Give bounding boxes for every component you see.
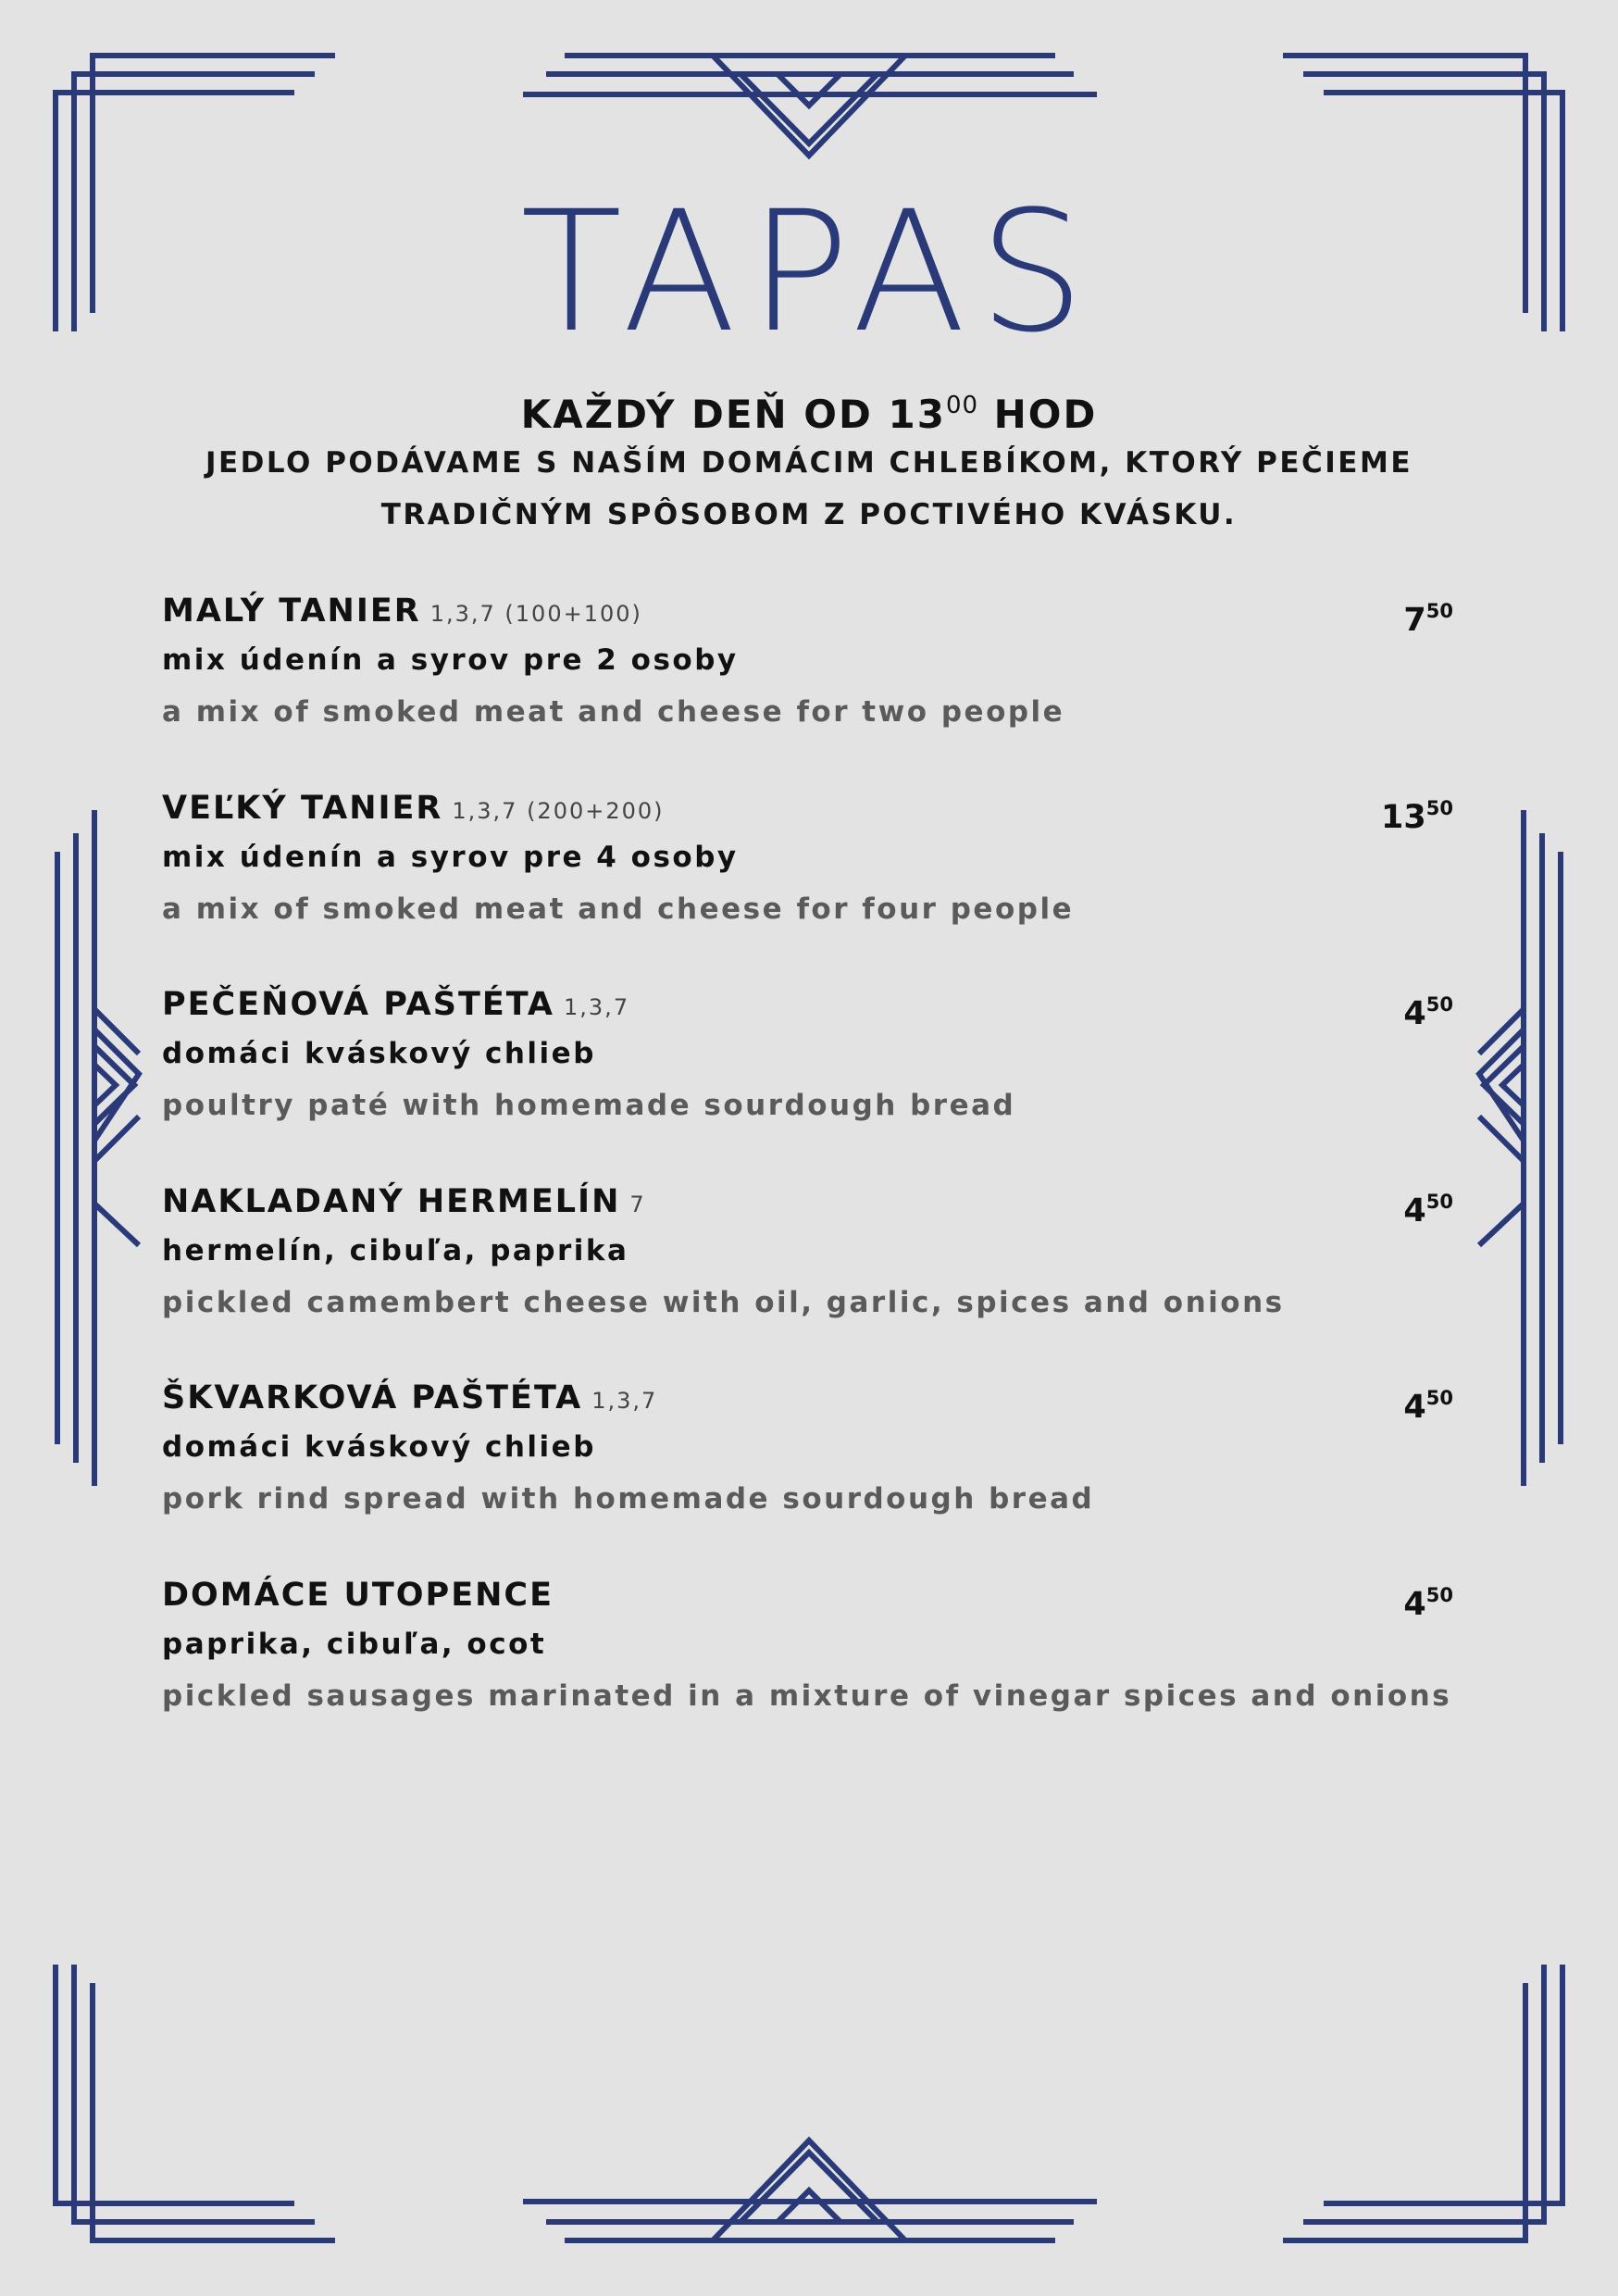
intro-line-2: TRADIČNÝM SPÔSOBOM Z POCTIVÉHO KVÁSKU. bbox=[380, 498, 1238, 531]
item-description-en: pork rind spread with homemade sourdough bread bbox=[162, 1482, 1095, 1516]
item-name: DOMÁCE UTOPENCE bbox=[162, 1576, 554, 1614]
item-description-sk: domáci kváskový chlieb bbox=[162, 1430, 596, 1464]
item-description-en: pickled camembert cheese with oil, garlic, spices and onions bbox=[162, 1285, 1285, 1319]
item-allergens: 1,3,7 bbox=[564, 994, 630, 1020]
item-description-sk: domáci kváskový chlieb bbox=[162, 1037, 596, 1070]
item-price bbox=[1403, 583, 1453, 648]
corner-ornament-bottom-right bbox=[1283, 1965, 1562, 2240]
item-description-sk: mix údenín a syrov pre 4 osoby bbox=[162, 840, 739, 874]
left-side-ornament bbox=[57, 810, 139, 1486]
menu-item bbox=[162, 1174, 1458, 1371]
menu-item bbox=[162, 583, 1458, 780]
price-main: 13 bbox=[1381, 798, 1426, 836]
bottom-center-ornament bbox=[523, 2140, 1097, 2240]
item-name: ŠKVARKOVÁ PAŠTÉTA bbox=[162, 1379, 583, 1416]
item-name: NAKLADANÝ HERMELÍN bbox=[162, 1182, 621, 1220]
schedule-minutes: 00 bbox=[945, 392, 979, 419]
price-cents: 50 bbox=[1425, 1583, 1453, 1606]
item-price bbox=[1403, 1567, 1453, 1632]
item-price bbox=[1403, 1370, 1453, 1435]
menu-item bbox=[162, 1370, 1458, 1567]
item-description-en: a mix of smoked meat and cheese for four people bbox=[162, 892, 1075, 926]
menu-item bbox=[162, 977, 1458, 1174]
item-name: PEČEŇOVÁ PAŠTÉTA bbox=[162, 986, 555, 1023]
schedule-suffix: HOD bbox=[978, 392, 1098, 437]
item-description-en: a mix of smoked meat and cheese for two people bbox=[162, 695, 1065, 729]
bread-intro bbox=[185, 437, 1433, 541]
price-main: 4 bbox=[1403, 1389, 1426, 1426]
item-description-sk: mix údenín a syrov pre 2 osoby bbox=[162, 643, 739, 677]
item-name: VEĽKÝ TANIER bbox=[162, 789, 443, 827]
item-description-en: poultry paté with homemade sourdough bread bbox=[162, 1089, 1016, 1122]
menu-item bbox=[162, 780, 1458, 978]
price-main: 4 bbox=[1403, 1585, 1426, 1623]
intro-line-1: JEDLO PODÁVAME S NAŠÍM DOMÁCIM CHLEBÍKOM, KTORÝ PEČIEME bbox=[205, 446, 1413, 480]
item-price bbox=[1403, 977, 1453, 1042]
item-allergens: 7 bbox=[629, 1191, 646, 1217]
serving-schedule bbox=[0, 378, 1618, 443]
top-center-ornament bbox=[523, 56, 1097, 156]
item-description-sk: hermelín, cibuľa, paprika bbox=[162, 1233, 629, 1267]
price-cents: 50 bbox=[1425, 600, 1453, 622]
menu-item bbox=[162, 1567, 1458, 1765]
item-allergens: 1,3,7 (100+100) bbox=[429, 601, 642, 627]
item-price bbox=[1403, 1174, 1453, 1239]
price-main: 4 bbox=[1403, 995, 1426, 1032]
item-allergens: 1,3,7 (200+200) bbox=[452, 797, 665, 824]
price-cents: 50 bbox=[1425, 1190, 1453, 1213]
item-description-en: pickled sausages marinated in a mixture of vinegar spices and onions bbox=[162, 1678, 1452, 1713]
item-price bbox=[1381, 780, 1453, 845]
item-name: MALÝ TANIER bbox=[162, 593, 421, 630]
item-allergens: 1,3,7 bbox=[591, 1388, 658, 1414]
price-cents: 50 bbox=[1425, 796, 1453, 819]
price-cents: 50 bbox=[1425, 1387, 1453, 1409]
menu-title: TAPAS bbox=[520, 176, 1098, 369]
right-side-ornament bbox=[1479, 810, 1561, 1486]
price-main: 7 bbox=[1403, 602, 1426, 639]
price-cents: 50 bbox=[1425, 993, 1453, 1016]
schedule-prefix: KAŽDÝ DEŇ OD 13 bbox=[520, 392, 946, 437]
corner-ornament-bottom-left bbox=[56, 1965, 335, 2240]
item-description-sk: paprika, cibuľa, ocot bbox=[162, 1627, 547, 1661]
menu-list bbox=[162, 583, 1458, 1764]
price-main: 4 bbox=[1403, 1192, 1426, 1229]
